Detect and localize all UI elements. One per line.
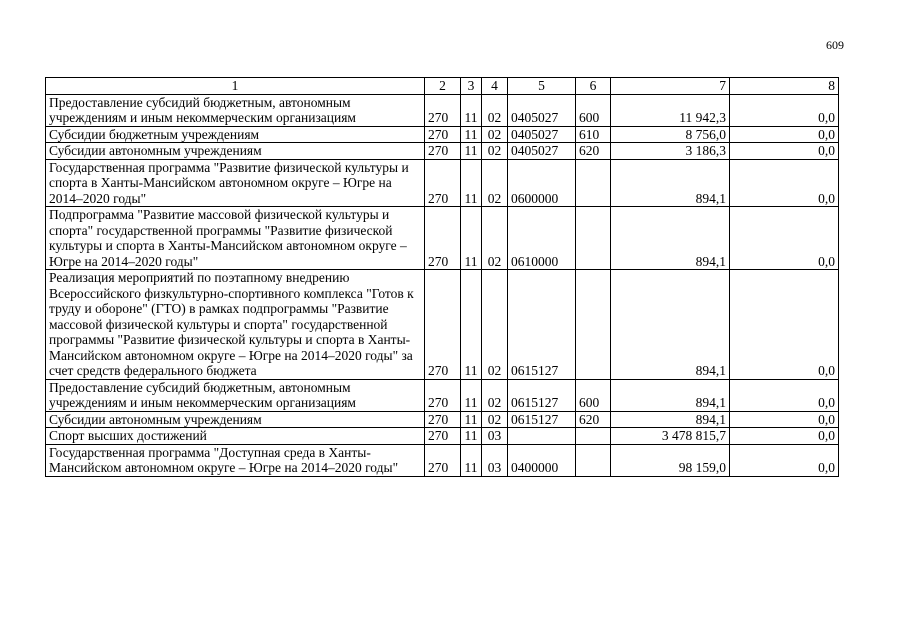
cell-target: 0405027 [508, 94, 576, 126]
cell-ministry: 270 [425, 444, 461, 476]
cell-section: 11 [461, 143, 482, 160]
cell-amount: 3 478 815,7 [611, 428, 730, 445]
cell-target [508, 428, 576, 445]
cell-section: 11 [461, 411, 482, 428]
cell-subsection: 02 [482, 411, 508, 428]
cell-section: 11 [461, 428, 482, 445]
row-name: Подпрограмма "Развитие массовой физической культуры и спорта" государственной программы "Развитие физической культуры и спорта в Ханты-Мансийском автономном округе – Югре на 2014–2020 годы" [46, 207, 425, 270]
cell-subsection: 02 [482, 159, 508, 207]
cell-subsection: 02 [482, 207, 508, 270]
row-name: Государственная программа "Развитие физической культуры и спорта в Ханты-Мансийском автономном округе – Югре на 2014–2020 годы" [46, 159, 425, 207]
budget-table [45, 77, 839, 477]
cell-section: 11 [461, 270, 482, 380]
cell-amount-2: 0,0 [730, 159, 839, 207]
header-cell-6: 6 [576, 78, 611, 95]
cell-amount-2: 0,0 [730, 143, 839, 160]
cell-ministry: 270 [425, 411, 461, 428]
cell-amount-2: 0,0 [730, 428, 839, 445]
cell-amount-2: 0,0 [730, 411, 839, 428]
cell-subsection: 03 [482, 428, 508, 445]
header-row [46, 78, 839, 95]
table-row [46, 159, 839, 207]
cell-expense-type [576, 207, 611, 270]
cell-target: 0400000 [508, 444, 576, 476]
cell-target: 0405027 [508, 126, 576, 143]
header-cell-7: 7 [611, 78, 730, 95]
cell-ministry: 270 [425, 143, 461, 160]
cell-amount: 894,1 [611, 159, 730, 207]
cell-amount: 894,1 [611, 207, 730, 270]
cell-subsection: 02 [482, 94, 508, 126]
cell-amount: 894,1 [611, 411, 730, 428]
cell-amount: 894,1 [611, 270, 730, 380]
cell-target: 0405027 [508, 143, 576, 160]
cell-target: 0615127 [508, 270, 576, 380]
header-cell-3: 3 [461, 78, 482, 95]
cell-amount-2: 0,0 [730, 207, 839, 270]
page-number: 609 [826, 38, 844, 52]
table-row [46, 94, 839, 126]
row-name: Предоставление субсидий бюджетным, автономным учреждениям и иным некоммерческим организациям [46, 379, 425, 411]
cell-ministry: 270 [425, 270, 461, 380]
cell-subsection: 02 [482, 270, 508, 380]
cell-expense-type: 620 [576, 143, 611, 160]
header-cell-5: 5 [508, 78, 576, 95]
row-name: Государственная программа "Доступная среда в Ханты-Мансийском автономном округе – Югре на 2014–2020 годы" [46, 444, 425, 476]
row-name: Спорт высших достижений [46, 428, 425, 445]
cell-section: 11 [461, 379, 482, 411]
row-name: Субсидии автономным учреждениям [46, 411, 425, 428]
cell-amount-2: 0,0 [730, 126, 839, 143]
cell-amount: 3 186,3 [611, 143, 730, 160]
row-name: Предоставление субсидий бюджетным, автономным учреждениям и иным некоммерческим организациям [46, 94, 425, 126]
cell-amount-2: 0,0 [730, 444, 839, 476]
cell-section: 11 [461, 126, 482, 143]
cell-section: 11 [461, 444, 482, 476]
cell-target: 0615127 [508, 411, 576, 428]
cell-expense-type [576, 428, 611, 445]
cell-amount-2: 0,0 [730, 379, 839, 411]
cell-expense-type: 600 [576, 94, 611, 126]
cell-ministry: 270 [425, 94, 461, 126]
cell-amount: 8 756,0 [611, 126, 730, 143]
table-row [46, 270, 839, 380]
header-cell-1: 1 [46, 78, 425, 95]
header-cell-4: 4 [482, 78, 508, 95]
cell-amount: 11 942,3 [611, 94, 730, 126]
row-name: Субсидии автономным учреждениям [46, 143, 425, 160]
cell-amount-2: 0,0 [730, 94, 839, 126]
cell-expense-type: 610 [576, 126, 611, 143]
cell-expense-type [576, 159, 611, 207]
cell-ministry: 270 [425, 207, 461, 270]
table-row [46, 143, 839, 160]
cell-subsection: 03 [482, 444, 508, 476]
row-name: Субсидии бюджетным учреждениям [46, 126, 425, 143]
cell-section: 11 [461, 159, 482, 207]
cell-expense-type: 600 [576, 379, 611, 411]
cell-amount: 98 159,0 [611, 444, 730, 476]
cell-ministry: 270 [425, 126, 461, 143]
cell-amount-2: 0,0 [730, 270, 839, 380]
table-row [46, 379, 839, 411]
cell-expense-type [576, 444, 611, 476]
cell-subsection: 02 [482, 379, 508, 411]
cell-subsection: 02 [482, 126, 508, 143]
cell-target: 0600000 [508, 159, 576, 207]
cell-amount: 894,1 [611, 379, 730, 411]
header-cell-2: 2 [425, 78, 461, 95]
table-row [46, 126, 839, 143]
table-row [46, 428, 839, 445]
cell-expense-type: 620 [576, 411, 611, 428]
cell-target: 0610000 [508, 207, 576, 270]
table-row [46, 444, 839, 476]
cell-ministry: 270 [425, 428, 461, 445]
cell-ministry: 270 [425, 379, 461, 411]
table-row [46, 411, 839, 428]
table-row [46, 207, 839, 270]
cell-expense-type [576, 270, 611, 380]
row-name: Реализация мероприятий по поэтапному внедрению Всероссийского физкультурно-спортивного комплекса "Готов к труду и обороне" (ГТО) в рамках подпрограммы "Развитие массовой физической культуры и спорта" государственной программы "Развитие физической культуры и спорта в Ханты-Мансийском автономном округе – Югре на 2014–2020 годы" за счет средств федерального бюджета [46, 270, 425, 380]
cell-target: 0615127 [508, 379, 576, 411]
cell-ministry: 270 [425, 159, 461, 207]
cell-section: 11 [461, 94, 482, 126]
cell-section: 11 [461, 207, 482, 270]
cell-subsection: 02 [482, 143, 508, 160]
header-cell-8: 8 [730, 78, 839, 95]
